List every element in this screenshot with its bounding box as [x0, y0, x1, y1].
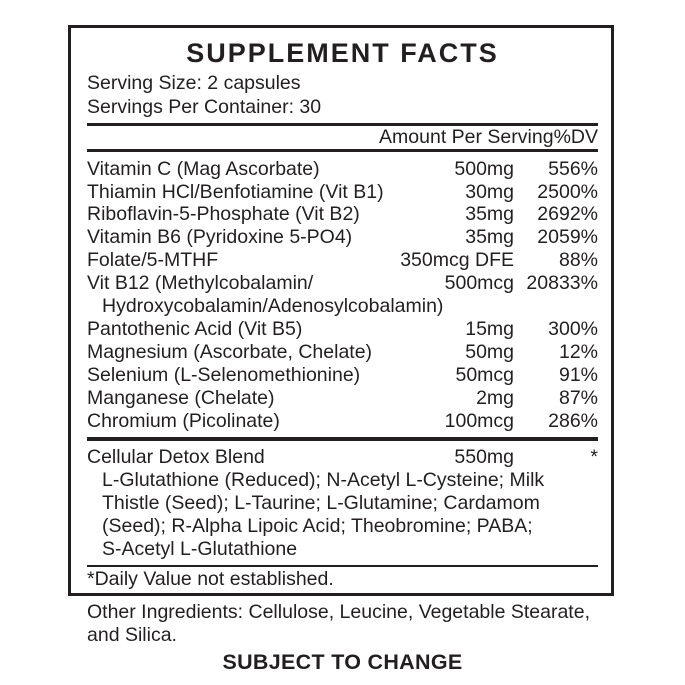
nutrient-table	[87, 158, 598, 433]
divider-header	[87, 149, 598, 152]
daily-value-footnote: *Daily Value not established.	[87, 568, 334, 591]
nutrient-name: Riboflavin-5-Phosphate (Vit B2)	[87, 203, 360, 226]
blend-row	[87, 446, 598, 469]
serving-info	[87, 72, 598, 119]
nutrient-amount: 15mg	[465, 317, 514, 340]
nutrient-row	[87, 341, 598, 364]
nutrient-dv: 300%	[548, 317, 598, 340]
dv-header: %DV	[553, 125, 598, 148]
nutrient-name: Thiamin HCl/Benfotiamine (Vit B1)	[87, 180, 384, 203]
blend-ingredient-line: (Seed); R-Alpha Lipoic Acid; Theobromine; PABA;	[102, 514, 533, 537]
serving-size-line: Serving Size: 2 capsules	[87, 72, 301, 94]
nutrient-dv: 12%	[558, 340, 598, 363]
nutrient-row	[87, 181, 598, 204]
blend-ingredient-line: Thistle (Seed); L-Taurine; L-Glutamine; Cardamom	[102, 491, 540, 514]
nutrient-row	[87, 203, 598, 226]
nutrient-row	[87, 318, 598, 341]
nutrient-row	[87, 364, 598, 387]
nutrient-row	[87, 387, 598, 410]
nutrient-row	[87, 272, 598, 295]
blend-ingredients	[87, 469, 598, 561]
nutrient-amount: 35mg	[465, 226, 514, 249]
blend-amount: 550mg	[454, 446, 514, 469]
nutrient-row	[87, 410, 598, 433]
nutrient-amount: 35mg	[465, 203, 514, 226]
blend-dv-asterisk: *	[590, 446, 598, 469]
nutrient-amount: 500mcg	[444, 272, 514, 295]
nutrient-name: Vitamin C (Mag Ascorbate)	[87, 157, 320, 180]
nutrient-amount: 500mg	[454, 157, 514, 180]
nutrient-dv: 87%	[558, 386, 598, 409]
nutrient-name: Vitamin B6 (Pyridoxine 5-PO4)	[87, 226, 353, 249]
blend-ingredient-line: S-Acetyl L-Glutathione	[102, 537, 298, 560]
supplement-facts-panel	[68, 25, 614, 596]
nutrient-name: Vit B12 (Methylcobalamin/	[87, 272, 314, 295]
nutrient-name: Pantothenic Acid (Vit B5)	[87, 317, 303, 340]
nutrient-name: Manganese (Chelate)	[87, 386, 275, 409]
amount-per-serving-header: Amount Per Serving	[379, 125, 554, 148]
nutrient-dv	[514, 295, 598, 318]
subject-to-change-note: SUBJECT TO CHANGE	[222, 650, 463, 674]
nutrient-row	[87, 158, 598, 181]
nutrient-row	[87, 249, 598, 272]
nutrient-amount: 100mcg	[444, 409, 514, 432]
other-ingredients: Other Ingredients: Cellulose, Leucine, Vegetable Stearate, and Silica.	[87, 601, 590, 646]
nutrient-name: Magnesium (Ascorbate, Chelate)	[87, 340, 373, 363]
nutrient-dv: 2059%	[537, 226, 598, 249]
nutrient-dv: 286%	[548, 409, 598, 432]
nutrient-name: Hydroxycobalamin/Adenosylcobalamin)	[102, 295, 444, 318]
nutrient-dv: 556%	[548, 157, 598, 180]
supplement-facts-title: SUPPLEMENT FACTS	[186, 38, 499, 68]
nutrient-row	[87, 295, 598, 318]
nutrient-name: Chromium (Picolinate)	[87, 409, 280, 432]
servings-per-container-line: Servings Per Container: 30	[87, 95, 322, 118]
nutrient-amount: 30mg	[465, 180, 514, 203]
nutrient-amount: 50mg	[465, 340, 514, 363]
nutrient-dv: 2692%	[537, 203, 598, 226]
nutrient-dv: 91%	[558, 363, 598, 386]
nutrient-row	[87, 226, 598, 249]
nutrient-amount: 350mcg DFE	[400, 249, 514, 272]
divider-blend	[87, 437, 598, 441]
nutrient-name: Selenium (L-Selenomethionine)	[87, 363, 361, 386]
nutrient-name: Folate/5-MTHF	[87, 249, 219, 272]
table-column-headers	[87, 126, 598, 149]
nutrient-dv: 88%	[558, 249, 598, 272]
nutrient-amount: 2mg	[476, 386, 514, 409]
blend-name: Cellular Detox Blend	[87, 446, 265, 469]
blend-ingredient-line: L-Glutathione (Reduced); N-Acetyl L-Cysteine; Milk	[102, 468, 545, 491]
nutrient-amount: 50mcg	[455, 363, 514, 386]
nutrient-dv: 2500%	[537, 180, 598, 203]
nutrient-dv: 20833%	[526, 272, 598, 295]
